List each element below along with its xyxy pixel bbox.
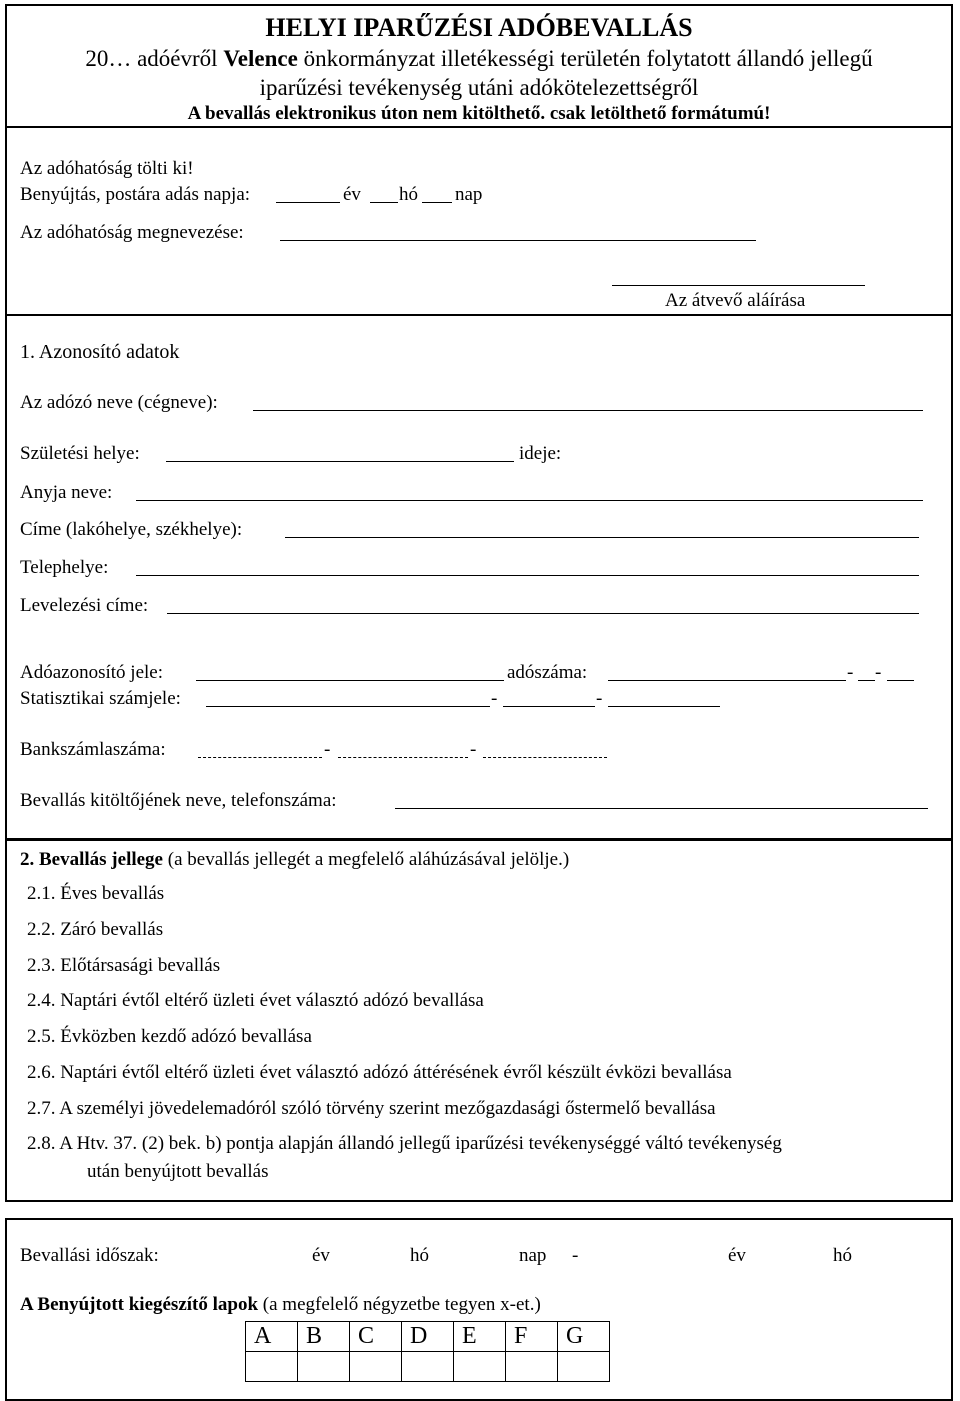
period-year2-label: év bbox=[728, 1245, 746, 1266]
supplement-label: A Benyújtott kiegészítő lapok (a megfelelő négyzetbe tegyen x-et.) bbox=[20, 1294, 541, 1315]
header-box bbox=[5, 4, 953, 128]
tax-number-field-3[interactable] bbox=[887, 680, 914, 681]
period-label: Bevallási időszak: bbox=[20, 1245, 159, 1266]
supplement-letter-d: D bbox=[402, 1322, 454, 1352]
bank-account-sep-2: - bbox=[470, 739, 477, 760]
mother-name-field[interactable] bbox=[136, 500, 923, 501]
section2-box bbox=[5, 840, 953, 1202]
bank-account-sep-1: - bbox=[324, 739, 331, 760]
submission-month-field[interactable] bbox=[370, 202, 398, 203]
filler-label: Bevallás kitöltőjének neve, telefonszáma: bbox=[20, 790, 337, 811]
stat-number-field-3[interactable] bbox=[608, 706, 720, 707]
signature-line[interactable] bbox=[612, 285, 865, 286]
section2-heading: 2. Bevallás jellege (a bevallás jellegét a megfelelő aláhúzásával jelölje.) bbox=[20, 849, 570, 870]
birth-date-label: ideje: bbox=[519, 443, 562, 464]
supplement-checkbox-b[interactable] bbox=[298, 1352, 350, 1382]
submission-year-label: év bbox=[343, 184, 361, 205]
signature-label: Az átvevő aláírása bbox=[665, 290, 806, 311]
site-field[interactable] bbox=[136, 575, 919, 576]
declaration-type-8-continued: után benyújtott bevallás bbox=[87, 1161, 269, 1182]
section1-box bbox=[5, 316, 953, 840]
supplement-letter-g: G bbox=[558, 1322, 610, 1352]
stat-number-sep-2: - bbox=[596, 688, 603, 709]
supplement-checkbox-row bbox=[246, 1352, 610, 1382]
tax-number-sep-2: - bbox=[875, 662, 882, 683]
form-notice: A bevallás elektronikus úton nem kitölthető. csak letölthető formátumú! bbox=[187, 103, 771, 124]
mother-name-label: Anyja neve: bbox=[20, 482, 113, 503]
site-label: Telephelye: bbox=[20, 557, 109, 578]
declaration-type-1[interactable]: 2.1. Éves bevallás bbox=[27, 883, 165, 904]
submission-month-label: hó bbox=[399, 184, 418, 205]
stat-number-label: Statisztikai számjele: bbox=[20, 688, 181, 709]
form-subtitle-line2: 20… adóévről Velence önkormányzat illetékességi területén folytatott állandó jellegű bbox=[85, 46, 873, 71]
declaration-type-3[interactable]: 2.3. Előtársasági bevallás bbox=[27, 955, 221, 976]
authority-box bbox=[5, 128, 953, 316]
submission-day-label: nap bbox=[455, 184, 483, 205]
stat-number-sep-1: - bbox=[491, 688, 498, 709]
declaration-type-7[interactable]: 2.7. A személyi jövedelemadóról szóló törvény szerint mezőgazdasági őstermelő bevallása bbox=[27, 1098, 716, 1119]
period-separator: - bbox=[572, 1245, 579, 1266]
submission-day-field[interactable] bbox=[422, 202, 452, 203]
tax-number-sep-1: - bbox=[847, 662, 854, 683]
supplement-letter-b: B bbox=[298, 1322, 350, 1352]
stat-number-field-2[interactable] bbox=[503, 706, 595, 707]
birth-place-field[interactable] bbox=[166, 461, 514, 462]
address-field[interactable] bbox=[285, 537, 919, 538]
bank-account-field-3[interactable] bbox=[483, 757, 607, 758]
period-year-label: év bbox=[312, 1245, 330, 1266]
period-month2-label: hó bbox=[833, 1245, 852, 1266]
supplement-checkbox-f[interactable] bbox=[506, 1352, 558, 1382]
form-subtitle-line3: iparűzési tevékenység utáni adókötelezettségről bbox=[259, 75, 699, 100]
mailing-address-field[interactable] bbox=[167, 613, 919, 614]
taxpayer-name-label: Az adózó neve (cégneve): bbox=[20, 392, 218, 413]
address-label: Címe (lakóhelye, székhelye): bbox=[20, 519, 243, 540]
declaration-type-5[interactable]: 2.5. Évközben kezdő adózó bevallása bbox=[27, 1026, 312, 1047]
declaration-type-4[interactable]: 2.4. Naptári évtől eltérő üzleti évet választó adózó bevallása bbox=[27, 990, 484, 1011]
supplement-checkbox-g[interactable] bbox=[558, 1352, 610, 1382]
supplement-checkbox-e[interactable] bbox=[454, 1352, 506, 1382]
tax-id-label: Adóazonosító jele: bbox=[20, 662, 163, 683]
birth-place-label: Születési helye: bbox=[20, 443, 140, 464]
period-day-label: nap bbox=[519, 1245, 547, 1266]
supplement-letter-c: C bbox=[350, 1322, 402, 1352]
period-month-label: hó bbox=[410, 1245, 429, 1266]
mailing-address-label: Levelezési címe: bbox=[20, 595, 149, 616]
supplement-checkbox-d[interactable] bbox=[402, 1352, 454, 1382]
supplement-letter-e: E bbox=[454, 1322, 506, 1352]
stat-number-field-1[interactable] bbox=[206, 706, 490, 707]
supplement-checkbox-c[interactable] bbox=[350, 1352, 402, 1382]
bank-account-field-1[interactable] bbox=[198, 757, 322, 758]
bank-account-field-2[interactable] bbox=[338, 757, 468, 758]
submission-year-field[interactable] bbox=[276, 202, 340, 203]
authority-heading: Az adóhatóság tölti ki! bbox=[20, 158, 194, 179]
tax-id-field[interactable] bbox=[196, 680, 504, 681]
supplement-checkbox-a[interactable] bbox=[246, 1352, 298, 1382]
supplement-letter-a: A bbox=[246, 1322, 298, 1352]
taxpayer-name-field[interactable] bbox=[253, 410, 923, 411]
declaration-type-2[interactable]: 2.2. Záró bevallás bbox=[27, 919, 164, 940]
tax-number-field-2[interactable] bbox=[858, 680, 875, 681]
supplement-letter-f: F bbox=[506, 1322, 558, 1352]
authority-name-label: Az adóhatóság megnevezése: bbox=[20, 222, 244, 243]
submission-date-label: Benyújtás, postára adás napja: bbox=[20, 184, 251, 205]
supplement-letters-row bbox=[246, 1322, 610, 1352]
tax-number-label: adószáma: bbox=[507, 662, 588, 683]
tax-number-field-1[interactable] bbox=[608, 680, 846, 681]
authority-name-field[interactable] bbox=[280, 240, 756, 241]
section1-heading: 1. Azonosító adatok bbox=[20, 341, 180, 363]
declaration-type-6[interactable]: 2.6. Naptári évtől eltérő üzleti évet választó adózó áttérésének évről készült évközi bevallása bbox=[27, 1062, 732, 1083]
filler-field[interactable] bbox=[395, 808, 928, 809]
bank-account-label: Bankszámlaszáma: bbox=[20, 739, 166, 760]
declaration-type-8[interactable]: 2.8. A Htv. 37. (2) bek. b) pontja alapján állandó jellegű iparűzési tevékenységgé váltó tevékenység bbox=[27, 1133, 782, 1154]
form-title: HELYI IPARŰZÉSI ADÓBEVALLÁS bbox=[265, 13, 693, 42]
supplement-sheets-table bbox=[245, 1321, 610, 1382]
